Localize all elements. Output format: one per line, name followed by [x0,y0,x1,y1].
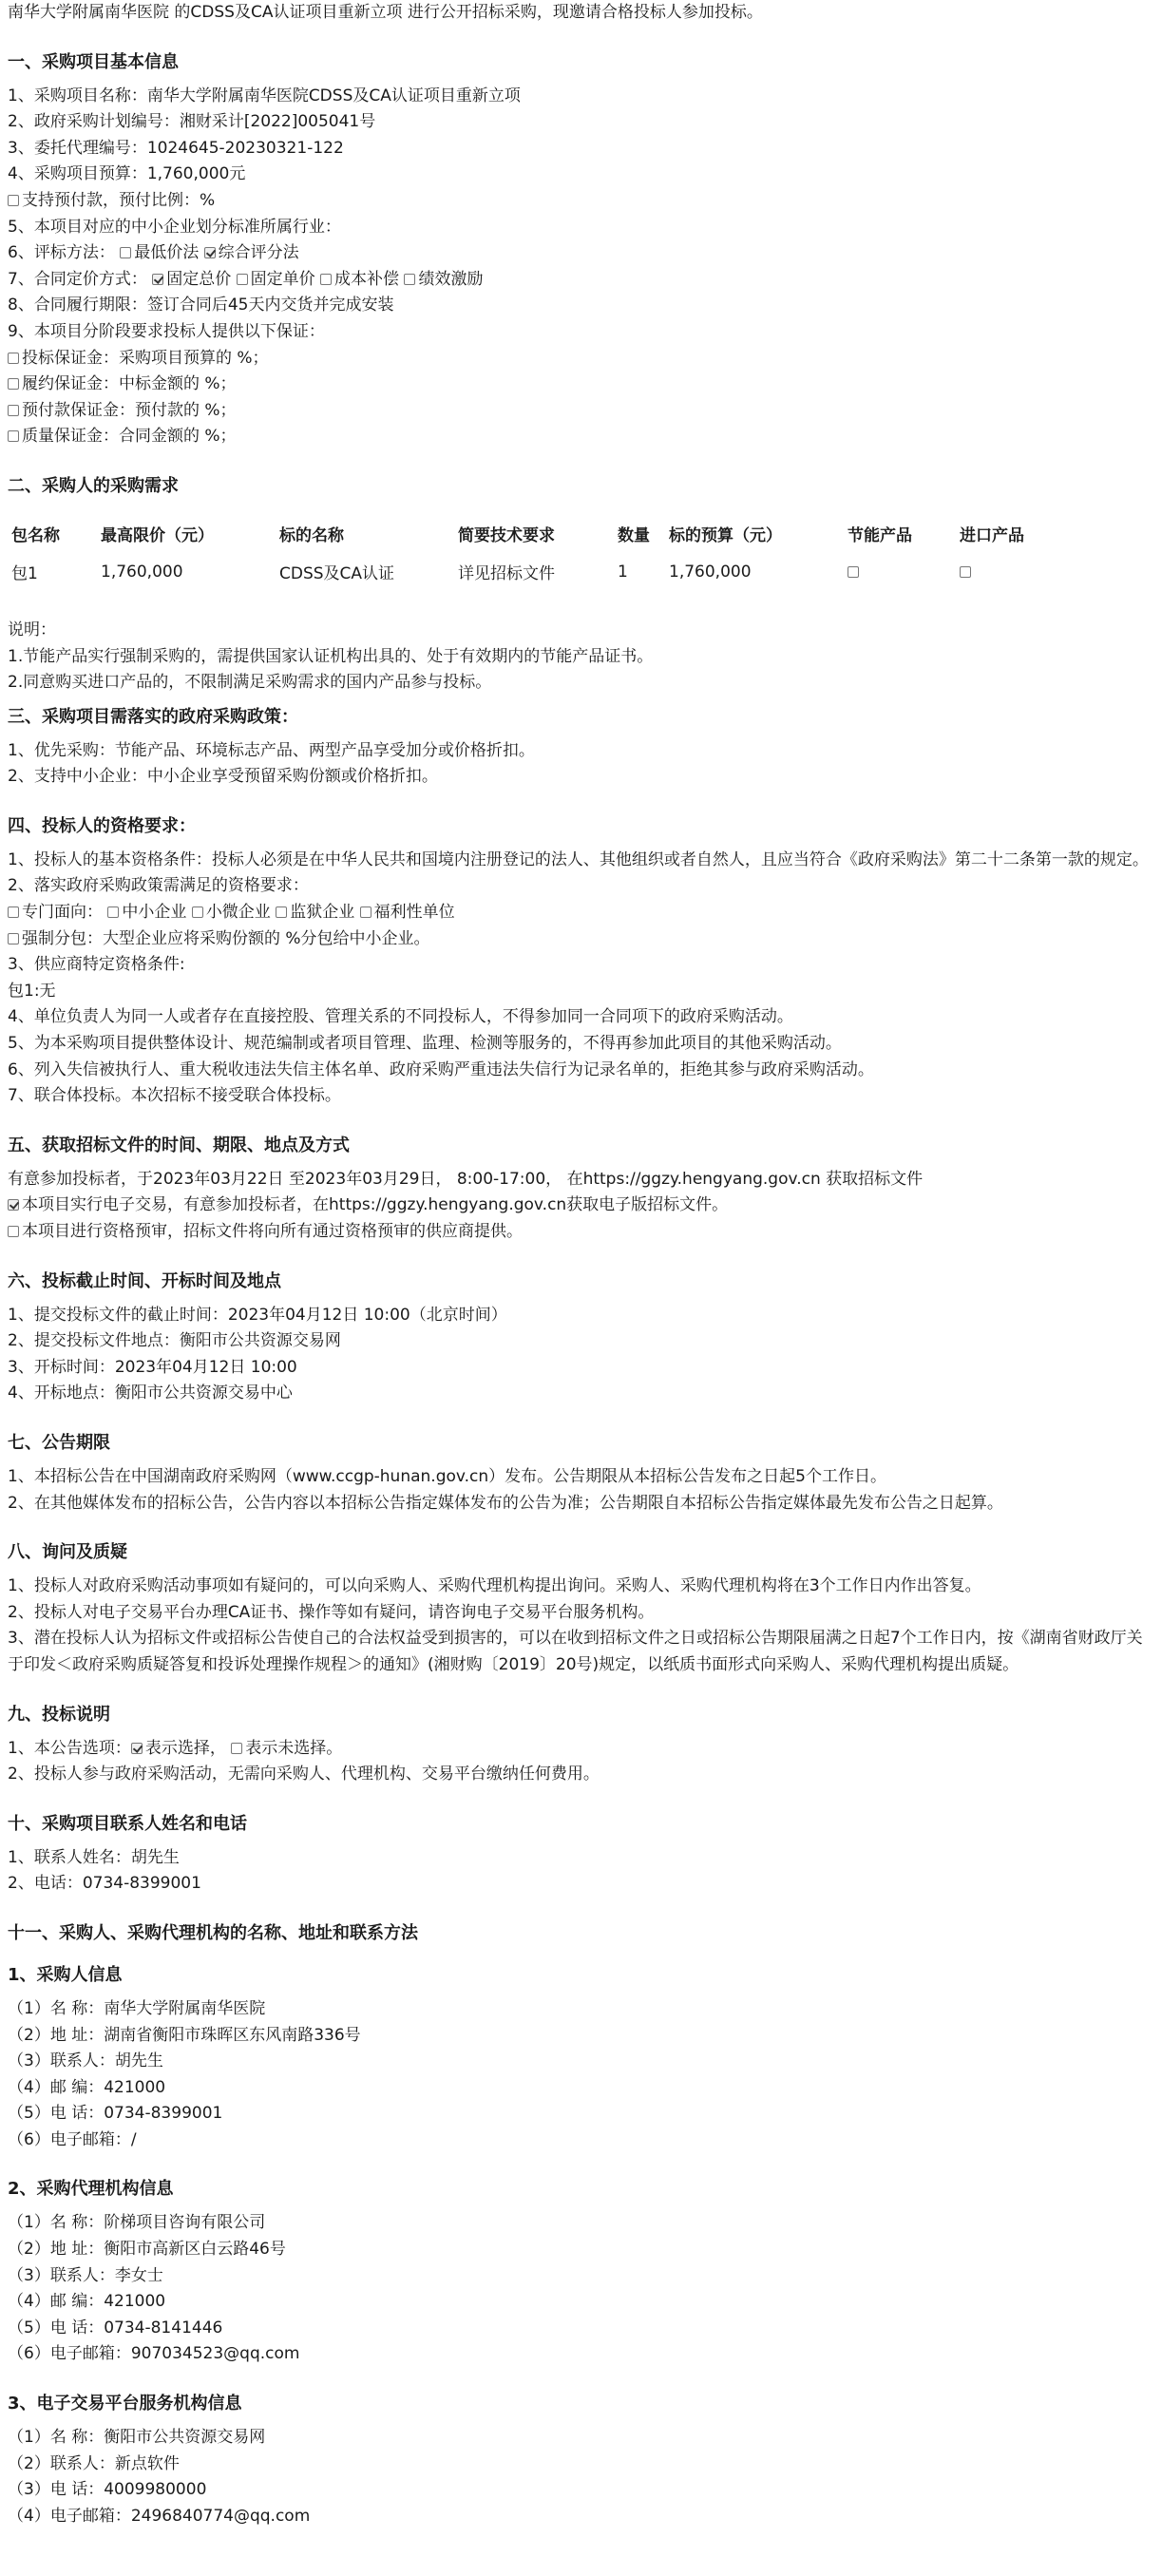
submission-place: 2、提交投标文件地点：衡阳市公共资源交易网 [8,1331,341,1351]
purchaser-email: （6）电子邮箱：/ [8,2129,137,2149]
directed-option: 专门面向： 中小企业 小微企业 监狱企业 福利性单位 [8,900,1154,926]
purchaser-contact: （3）联系人：胡先生 [8,2051,163,2071]
section-2-title: 二、采购人的采购需求 [8,475,179,496]
purchaser-postcode: （4）邮 编：421000 [8,2077,166,2097]
electronic-checkbox[interactable] [8,1199,19,1211]
dishonest-rule: 6、列入失信被执行人、重大税收违法失信主体名单、政府采购严重违法失信行为记录名单的，拒绝其参与政府采购活动。 [8,1059,874,1079]
opening-time: 3、开标时间：2023年04月12日 10:00 [8,1357,297,1377]
requirements-table [8,515,1058,591]
header-budget: 标的预算（元） [669,526,782,546]
performance-deposit: 履约保证金：中标金额的 %； [8,372,1154,398]
purchaser-phone: （5）电 话：0734-8399001 [8,2104,223,2124]
special-qualification: 3、供应商特定资格条件: [8,955,185,975]
no-fee-rule: 2、投标人参与政府采购活动，无需向采购人、代理机构、交易平台缴纳任何费用。 [8,1765,600,1784]
priority-purchase: 1、优先采购：节能产品、环境标志产品、两型产品享受加分或价格折扣。 [8,740,535,760]
directed-checkbox[interactable] [8,906,19,918]
cell-package: 包1 [11,564,38,584]
section-6-title: 六、投标截止时间、开标时间及地点 [8,1270,281,1291]
header-item-name: 标的名称 [279,526,344,546]
inquiry-rule: 1、投标人对政府采购活动事项如有疑问的，可以向采购人、采购代理机构提出询问。采购人、采购代理机构将在3个工作日内作出答复。 [8,1576,981,1596]
prepay-checkbox[interactable] [8,195,19,206]
sme-support: 2、支持中小企业：中小企业享受预留采购份额或价格折扣。 [8,767,438,787]
contact-phone: 2、电话：0734-8399001 [8,1874,201,1894]
table-row [8,553,1058,591]
header-package: 包名称 [11,526,60,546]
section-11-title: 十一、采购人、采购代理机构的名称、地址和联系方法 [8,1922,418,1943]
evaluation-method: 6、评标方法： 最低价法 综合评分法 [8,243,299,263]
cell-import [956,553,1058,591]
cell-max-price: 1,760,000 [101,562,183,582]
prequalification: 本项目进行资格预审，招标文件将向所有通过资格预审的供应商提供。 [8,1219,1154,1246]
bid-deposit: 投标保证金：采购项目预算的 %； [8,346,1154,372]
platform-info-title: 3、电子交易平台服务机构信息 [8,2394,242,2414]
pricing-method: 7、合同定价方式： 固定总价 固定单价 成本补偿 绩效激励 [8,269,484,289]
header-import: 进口产品 [960,526,1024,546]
contract-period: 8、合同履行期限：签订合同后45天内交货并完成安装 [8,296,394,315]
purchaser-name: （1）名 称：南华大学附属南华医院 [8,1998,266,2018]
cost-comp-checkbox[interactable] [320,274,332,285]
prequal-checkbox[interactable] [8,1226,19,1237]
prepay-deposit-checkbox[interactable] [8,405,19,416]
agency-info-title: 2、采购代理机构信息 [8,2179,174,2200]
comprehensive-score-checkbox[interactable] [204,247,216,258]
note-title: 说明： [8,620,56,639]
section-1-title: 一、采购项目基本信息 [8,51,179,72]
cell-energy [844,553,956,591]
project-name: 1、采购项目名称：南华大学附属南华医院CDSS及CA认证项目重新立项 [8,86,521,105]
bid-deadline: 1、提交投标文件的截止时间：2023年04月12日 10:00（北京时间） [8,1305,507,1325]
lowest-price-checkbox[interactable] [120,247,131,258]
industry-standard: 5、本项目对应的中小企业划分标准所属行业： [8,217,341,237]
option-legend: 1、本公告选项： 表示选择， 表示未选择。 [8,1738,343,1758]
contact-name: 1、联系人姓名：胡先生 [8,1847,180,1867]
guarantee-intro: 9、本项目分阶段要求投标人提供以下保证： [8,321,325,341]
agency-name: （1）名 称：阶梯项目咨询有限公司 [8,2213,266,2233]
subcontract-checkbox[interactable] [8,933,19,945]
section-10-title: 十、采购项目联系人姓名和电话 [8,1813,247,1834]
plan-number: 2、政府采购计划编号：湘财采计[2022]005041号 [8,112,376,132]
fixed-unit-checkbox[interactable] [237,274,248,285]
agency-address: （2）地 址：衡阳市高新区白云路46号 [8,2240,286,2260]
legend-checked-checkbox [131,1743,143,1754]
import-checkbox[interactable] [960,566,971,578]
agency-postcode: （4）邮 编：421000 [8,2292,166,2312]
bid-deposit-checkbox[interactable] [8,353,19,364]
agency-number: 3、委托代理编号：1024645-20230321-122 [8,138,344,158]
section-7-title: 七、公告期限 [8,1432,110,1453]
performance-deposit-checkbox[interactable] [8,378,19,390]
other-media: 2、在其他媒体发布的招标公告，公告内容以本招标公告指定媒体发布的公告为准；公告期限自本招标公告指定媒体最先发布公告之日起算。 [8,1493,1003,1513]
table-header-row [8,515,1058,553]
section-9-title: 九、投标说明 [8,1704,110,1725]
challenge-rule: 3、潜在投标人认为招标文件或招标公告使自己的合法权益受到损害的，可以在收到招标文件之日或招标公告期限届满之日起7个工作日内，按《湖南省财政厅关于印发＜政府采购质疑答复和投诉处理操作规程＞的通知》(湘财购〔2019〕20号)规定，以纸质书面形式向采购人、采购代理机构提出质疑。 [8,1629,1143,1674]
consortium-rule: 7、联合体投标。本次招标不接受联合体投标。 [8,1086,341,1106]
platform-email: （4）电子邮箱：2496840774@qq.com [8,2506,311,2526]
section-5-title: 五、获取招标文件的时间、期限、地点及方式 [8,1135,350,1155]
platform-phone: （3）电 话：4009980000 [8,2480,207,2500]
fixed-total-checkbox[interactable] [152,274,163,285]
note-2: 2.同意购买进口产品的，不限制满足采购需求的国内产品参与投标。 [8,673,492,693]
policy-qualification: 2、落实政府采购政策需满足的资格要求： [8,876,309,896]
section-4-title: 四、投标人的资格要求： [8,815,196,836]
intro-text: 南华大学附属南华医院 的CDSS及CA认证项目重新立项 进行公开招标采购，现邀请合格投标人参加投标。 [8,3,763,22]
legend-unchecked-checkbox [231,1743,242,1754]
sme-checkbox[interactable] [107,906,119,918]
energy-checkbox[interactable] [848,566,859,578]
design-service-rule: 5、为本采购项目提供整体设计、规范编制或者项目管理、监理、检测等服务的，不得再参加此项目的其他采购活动。 [8,1034,842,1054]
prison-checkbox[interactable] [276,906,287,918]
section-3-title: 三、采购项目需落实的政府采购政策： [8,706,298,727]
ca-inquiry: 2、投标人对电子交易平台办理CA证书、操作等如有疑问，请咨询电子交易平台服务机构。 [8,1602,655,1622]
same-person-rule: 4、单位负责人为同一人或者存在直接控股、管理关系的不同投标人，不得参加同一合同项下的政府采购活动。 [8,1007,793,1027]
note-1: 1.节能产品实行强制采购的，需提供国家认证机构出具的、处于有效期内的节能产品证书。 [8,646,654,666]
platform-name: （1）名 称：衡阳市公共资源交易网 [8,2428,266,2448]
header-quantity: 数量 [618,526,650,546]
basic-qualification: 1、投标人的基本资格条件：投标人必须是在中华人民共和国境内注册登记的法人、其他组织或者自然人，且应当符合《政府采购法》第二十二条第一款的规定。 [8,849,1149,869]
micro-checkbox[interactable] [192,906,203,918]
header-max-price: 最高限价（元） [101,526,214,546]
welfare-checkbox[interactable] [360,906,371,918]
section-8-title: 八、询问及质疑 [8,1542,127,1563]
header-energy: 节能产品 [848,526,912,546]
header-tech-req: 简要技术要求 [458,526,555,546]
cell-item-name: CDSS及CA认证 [279,564,395,584]
quality-deposit-checkbox[interactable] [8,430,19,442]
agency-email: （6）电子邮箱：907034523@qq.com [8,2344,300,2364]
cell-budget: 1,760,000 [669,562,752,582]
subcontract-option: 强制分包：大型企业应将采购份额的 %分包给中小企业。 [8,926,1154,953]
cell-quantity: 1 [618,562,628,582]
obtain-documents: 有意参加投标者，于2023年03月22日 至2023年03月29日， 8:00-17:00， 在https://ggzy.hengyang.gov.cn 获取招标文件 [8,1169,924,1189]
announcement-publish: 1、本招标公告在中国湖南政府采购网（www.ccgp-hunan.gov.cn）发布。公告期限从本招标公告发布之日起5个工作日。 [8,1466,886,1486]
quality-deposit: 质量保证金：合同金额的 %； [8,424,1154,450]
prepay-option: 支持预付款，预付比例：% [8,188,1154,215]
purchaser-info-title: 1、采购人信息 [8,1964,123,1985]
project-budget: 4、采购项目预算：1,760,000元 [8,164,246,184]
electronic-trading: 本项目实行电子交易，有意参加投标者，在https://ggzy.hengyang.gov.cn获取电子版招标文件。 [8,1193,1154,1219]
prepay-deposit: 预付款保证金：预付款的 %； [8,398,1154,425]
platform-contact: （2）联系人：新点软件 [8,2453,180,2473]
package-qualification: 包1:无 [8,981,56,1001]
agency-phone: （5）电 话：0734-8141446 [8,2318,223,2337]
purchaser-address: （2）地 址：湖南省衡阳市珠晖区东风南路336号 [8,2025,361,2045]
agency-contact: （3）联系人：李女士 [8,2265,163,2285]
performance-checkbox[interactable] [404,274,415,285]
opening-place: 4、开标地点：衡阳市公共资源交易中心 [8,1383,293,1403]
cell-tech-req: 详见招标文件 [458,564,555,584]
